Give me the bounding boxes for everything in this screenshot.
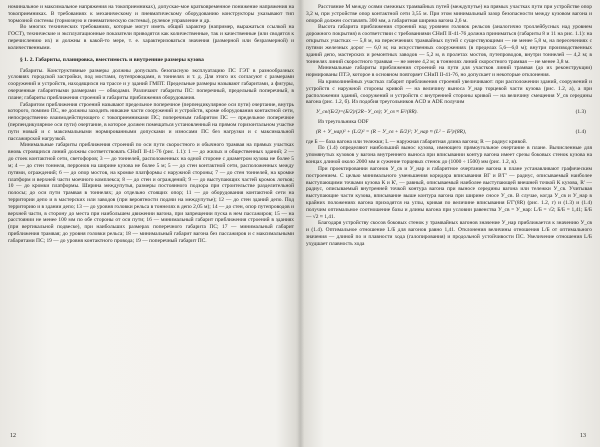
left-paragraph-3: Габариты. Конструктивные размеры должны допускать безопасную эксплуатацию ПС ГЭТ в разнообразных условиях городской застройки, под мостами, путепроводами, в тоннелях и т. д. Для этого их согласуют с размерами сооружений и устройств, находящихся на трассе и у зданий ГМПТ. Предельные размеры называют габаритами, а фигуры, очерченные габаритными размерами — обводами. Различают габариты ПС: поперечный, предельный поперечный, в плане; габариты приближения строений и габариты приближения оборудования. bbox=[8, 67, 294, 101]
formula-1-4-body: (R + У_нар)² + (L/2)² = (R − У_св + Б/2)²; У_нар ≈ (L² − Б²)/(8R), bbox=[316, 128, 467, 135]
left-paragraph-1: номинальное и максимальное напряжения на токоприемниках), допускае-мое кратковременное понижение напряжения на токоприемниках. В требованиях к механическому и пневматическому оборудованию конструкторы указывают тип тормозной системы (тормозную и пневматическую системы), рулевое управление и др. bbox=[8, 4, 294, 24]
left-page bbox=[8, 4, 294, 442]
left-paragraph-2: Во многих технических требованиях, которые могут иметь общий характер (например, выражаться ссылкой на ГОСТ), технические и эксплуатационные показатели приводятся как количественные, так и качественные (или сводятся к перечислению их) и должны в какой-то мере, т. е. характеризоваться значения (размерной или безразмерной) и количественными. bbox=[8, 24, 294, 51]
formula-1-4-number: (1.4) bbox=[575, 128, 586, 135]
right-paragraph-5: Из треугольника ODF bbox=[318, 119, 369, 125]
right-paragraph-4: На криволинейных участках габарит приближения строений увеличивают: при расположении зданий, сооружений и устройств с наружной стороны кривой — на величину выноса У_нар торцевой части кузова (рис. 1.2, а), а при расположении зданий, сооружений и устройств с внутренней стороны кривой — на величину смещения У_св середины вагона (рис. 1.2, б). Из подобия треугольников ACD и ADE получим bbox=[306, 78, 592, 106]
right-page bbox=[306, 4, 592, 442]
book-gutter bbox=[296, 0, 304, 447]
formula-1-3 bbox=[306, 109, 592, 116]
right-paragraph-3: Минимальные габариты приближения строений на пути для участков линий трамвая (до их реконструкции) нормированы ПТЭ, которое в основном повторяет СНиП II-41-76, но допускает и некоторые отклонения. bbox=[306, 65, 592, 79]
left-page-number: 12 bbox=[10, 433, 16, 439]
right-paragraph-8: При проектировании вагонов У_св и У_нар и габаритное очертание вагона в плане устанавливают графическим построением. С целью минимального уменьшения коридора вписывания ВГ и В'Г' — радиус, описываемый наиболее выступающими точками кузова К и К', — равный, описываемый наиболее выступающей внешней точкой К кузова, R' — радиус, описываемый внутренней точкой контура вагона при выносе середины вагона или тележки У_св. Учитывая выступающие части кузова, вписывание выше контура вагона при ширине сносе У_св. В случае, когда У_св и У_нар в крайних положениях вагона приходятся на углы, кривая по величине вписывания Б'Г'(8R) (рис. 1.2, г) и (1.3) и (1.4) получим оптимальное соотношение базы и длины вагона при условии равенства У_св = У_нар: L/Б = √2; Б/Б = 1,41; Б/Б — √2 ≈ 1,41. bbox=[306, 165, 592, 220]
right-paragraph-7: По (1.4) определяют наибольший вынос кузова, имеющего прямоугольное очертание в плане. Вычисленные для упомянутых кузовов у вагона внутреннего выноса при вписывании контур вагона имеет срезы боковых стенок кузова на концах длиной около 2000 мм и сужение торцевых стенок до (1000 ÷ 1500) мм (рис. 1.2, в). bbox=[306, 145, 592, 166]
right-paragraph-1: Расстояние М между осями смежных трамвайных путей (междупутье) на прямых участках пути при устройстве опор 3,2 м, при устройстве опор контактной сети 3,55 м. При этом минимальный зазор безопасности между кузовом вагона и опорой должен составлять 300 мм, а габаритная ширина вагона 2,6 м. bbox=[306, 4, 592, 24]
right-page-number: 13 bbox=[580, 433, 586, 439]
formula-1-3-number: (1.3) bbox=[575, 109, 586, 116]
left-paragraph-5: Минимальные габариты приближения строений по оси пути скоростного и обычного трамвая на прямых участках вновь строящихся линий должны соответствовать СНиП II-41-76 (рис. 1.1): 1 — до жилых и общественных зданий; 2 — до стоек контактной сети, светофоров; 3 — до тоннелей, расположенных на одной стороне с диаметром кузова не более 5 м; 4 — до стен тоннеля, перронов на ширине кузова не более 5 м; 5 — до стен контактной сети, расположенных между путями, ограждений; 6 — до опор мостов, на кромке платформы с наружной стороны; 7 — до стен тоннелей, на кромке платформ и верхней части моечного комплекса; 8 — до стен и ограждений; 9 — до выступающих частей кромок лотков; 10 — до кромки платформы. Ширина междупутья, размеры постоянного подзора при строительстве разделительной полосы; до оси пути трамвая в тоннелях; до отдельно стоящих опор; 11 — до оборудования контактной сети на территории депо и в мастерских или заводов (при вероятности подачи на междупутье); 12 — до стен зданий депо. Под территорию и в здании депо; 13 — до уровня головки рельса в тоннелях в депо 2,05 м); 14 — до стен, опор путепроводов и верхней части, в сторону до места при наибольшем движении вагона, при запрещении пуска в нем пассажиров; 15 — на расстоянии не менее 100 мм по обе стороны от оси пути; 16 — минимальный габарит приближения строений в зданиях (при вертикальной подвеске), при наибольших размерах поперечного габарита ПС; 17 — минимальный габарит приближения трамвая; до уровня головки рельса; 18 — минимальный габарит вагона без пассажиров и с максимальными габаритами ПС; 19 — до уровня контактного провода; 19 — поперечный габарит ПС. bbox=[8, 142, 294, 244]
formula-1-4 bbox=[306, 129, 592, 136]
section-heading: § 1. 2. Габариты, планировка, вместимость и внутренние размеры кузова bbox=[20, 56, 204, 63]
left-paragraph-4: Габаритом приближения строений называют предельное поперечное (перпендикулярное оси пути) очертание, внутрь которого, помимо ПС, не должны заходить никакие части сооружений и устройств, кроме оборудования контактной сети, непосредственно взаимодействующего с токоприемниками ПС; поперечным габаритом ПС — предельное поперечное (перпендикулярное оси пути) очертание, в которое должен помещаться установленный на прямом горизонтальном участке пути новый и с максимальными нормированными допусками и износами ПС без нагрузки и с максимальной пассажирской нагрузкой. bbox=[8, 101, 294, 142]
right-paragraph-9: Благодаря устройству скосов боковых стенок у трамвайных вагонов значение У_нар приближается к значению У_св и (1.4). Оптимальное отношение L/Б для вагонов равно 1,41. Отклонения величины отношения L/Б от оптимального значения — длиной по и плавности хода (галопирования) и продольной устойчивости ПС. Увеличение отношения L/Б ухудшает плавность хода bbox=[306, 220, 592, 247]
formula-1-3-body: У_св/(Б/2)=(Б/2)/(2R−У_св); У_св ≈ Б²/(8R). bbox=[316, 109, 418, 116]
right-paragraph-6: где Б — база вагона или тележки; L — наружная габаритная длина вагона; R — радиус кривой. bbox=[306, 138, 527, 145]
right-paragraph-2: Высота габарита приближения строений над уровнем головок рельсов (аналогично троллейбусных над уровнем дорожного покрытия) в соответствии с требованиями СНиП II-41-76 должна приниматься (габариты 8 и 11 на рис. 1.1): на открытых участках — 5,8 м, на пересечениях трамвайных путей с существующими — не менее 5,8 м, на пересечениях с путями железных дорог — 6,0 м; на искусственных сооружениях (в пределах 5,6—6,0 м); внутри производственных зданий депо, мастерских и ремонтных заводов — 5,2 м, в пролетах мостов, путепроводов, внутри тоннелей — 4,2 м; в тоннелях линий скоростного трамвая — не менее 4,2 м; в тоннелях линий скоростного трамвая — не менее 3,8 м. bbox=[306, 24, 592, 65]
